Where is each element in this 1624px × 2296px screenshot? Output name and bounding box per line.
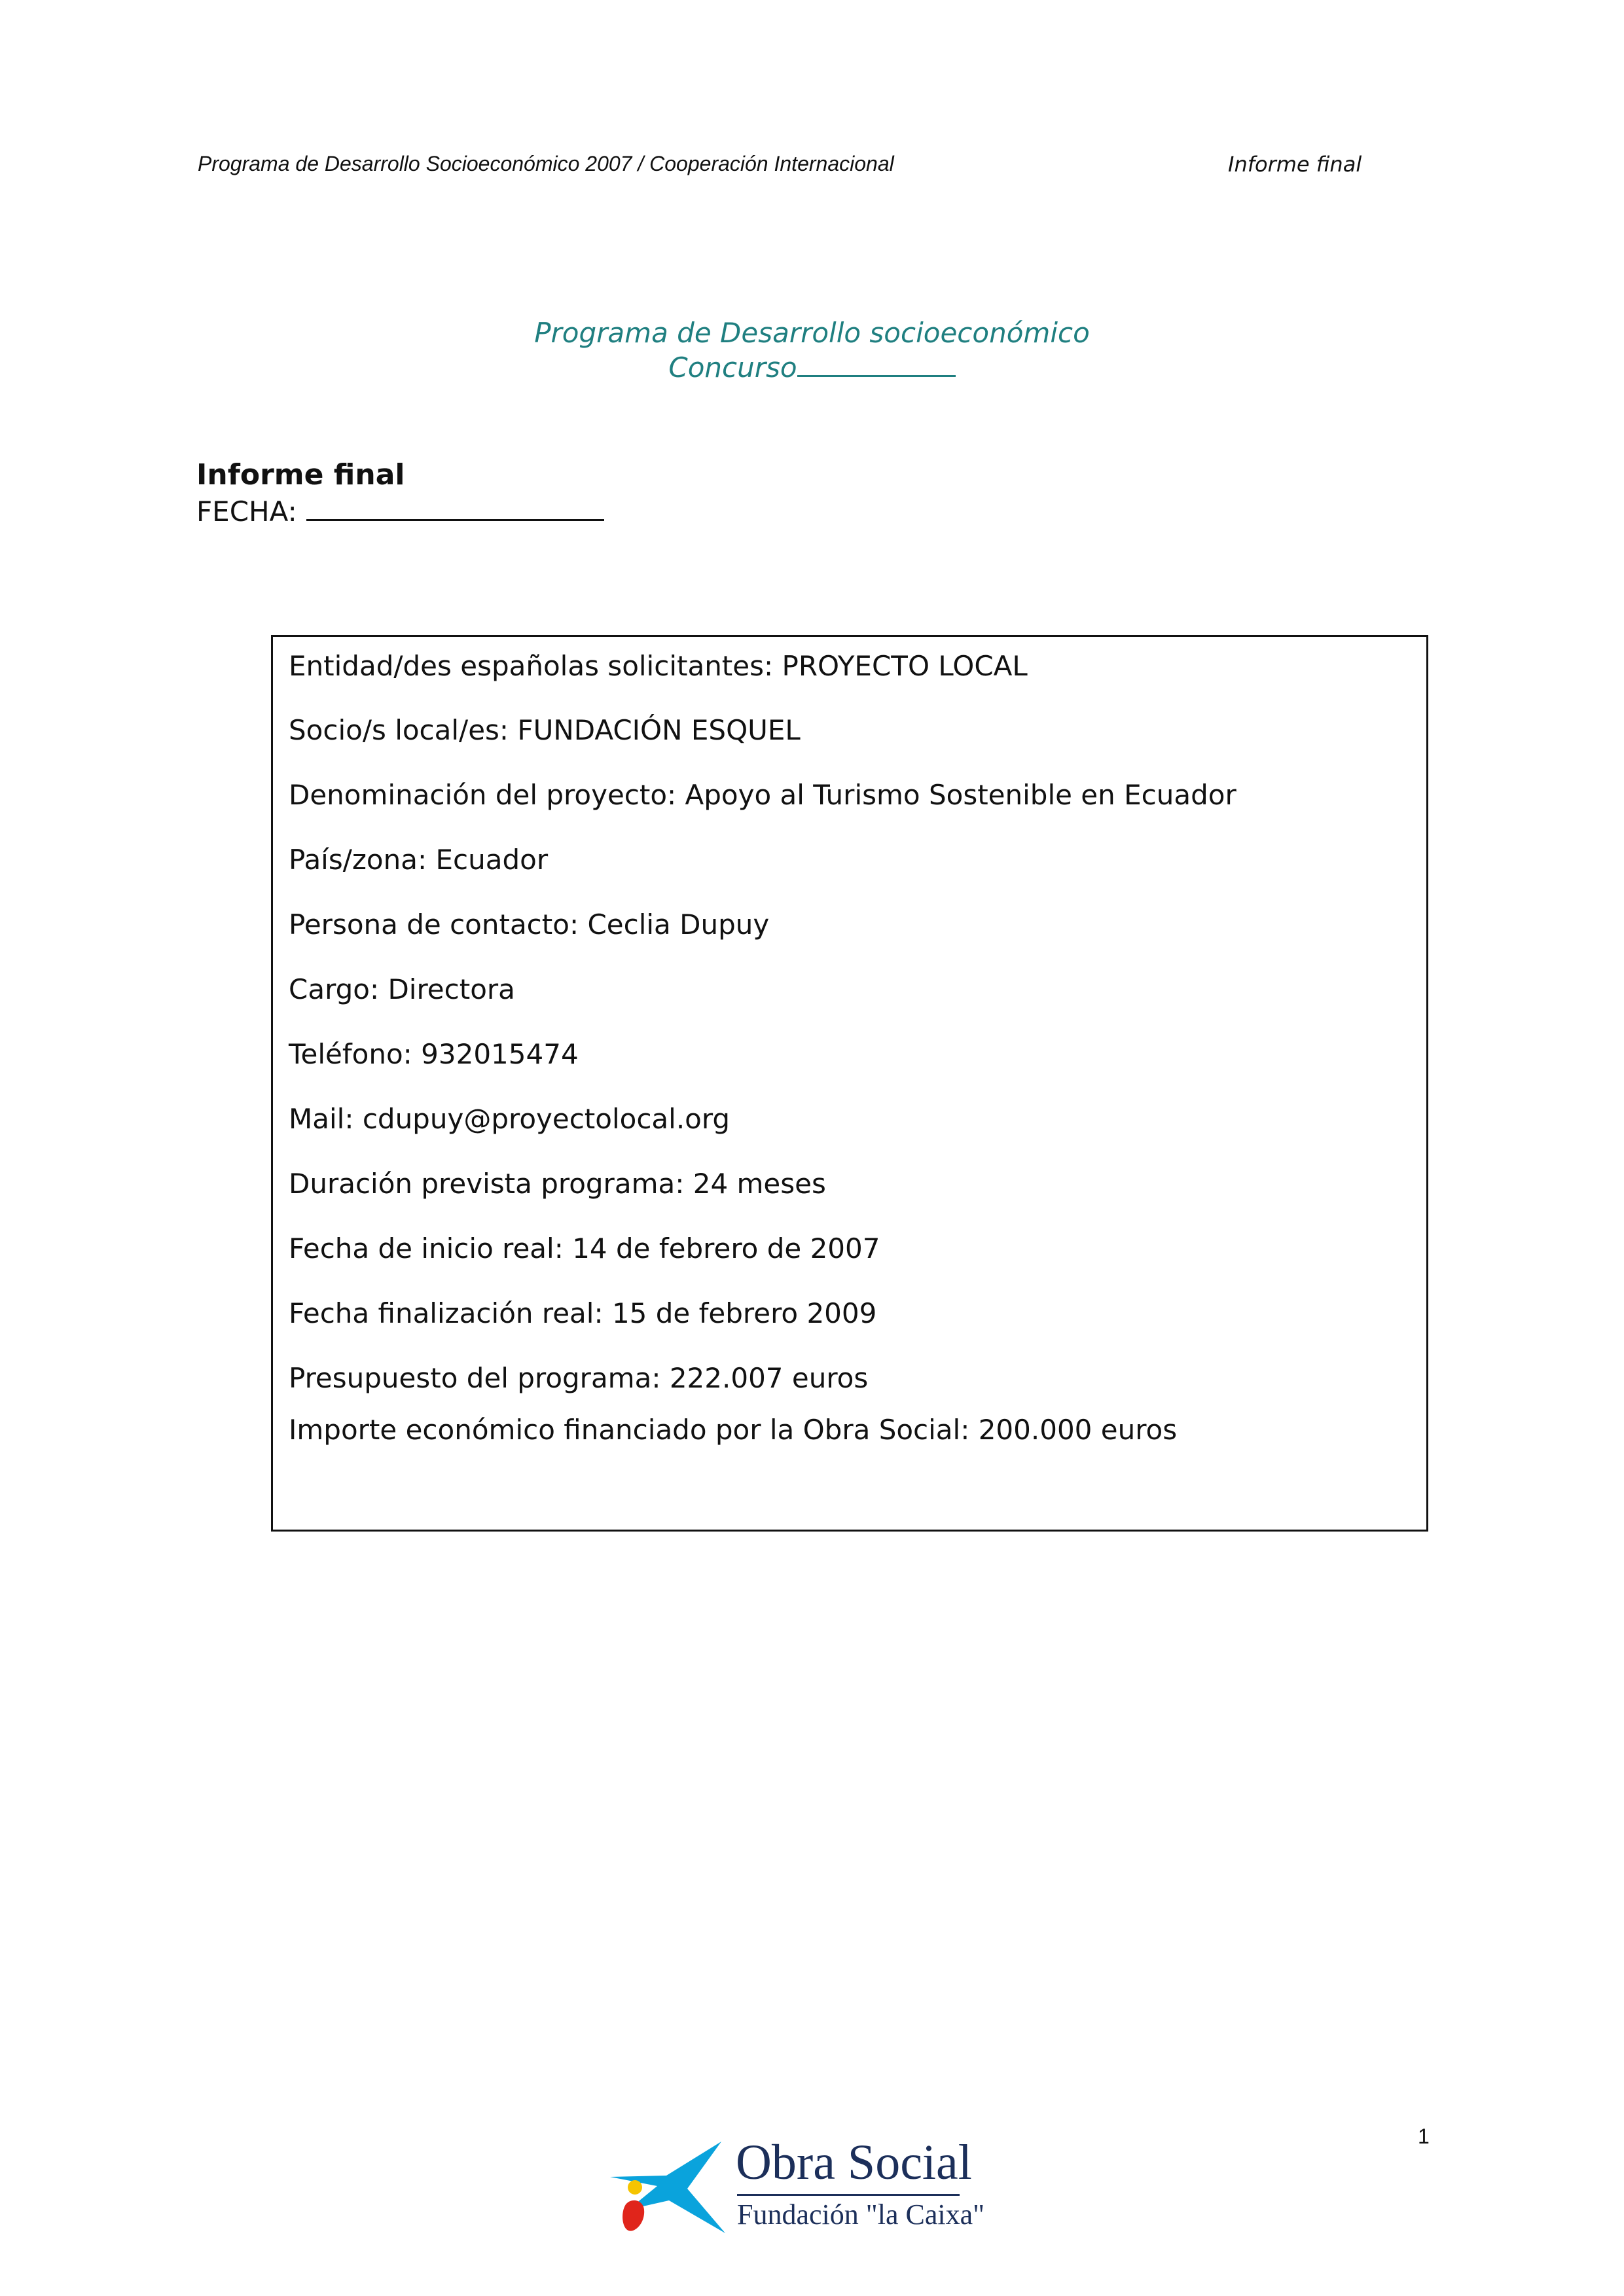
report-title: Informe final	[196, 458, 405, 492]
page-number: 1	[1418, 2125, 1430, 2148]
la-caixa-star-icon	[609, 2138, 730, 2236]
program-title: Programa de Desarrollo socioeconómico	[534, 317, 1090, 349]
logo-title: Obra Social	[736, 2135, 972, 2190]
running-header-section: Informe final	[1228, 152, 1362, 177]
contest-line	[0, 351, 1624, 384]
field-applicant-entity: Entidad/des españolas solicitantes: PROYECTO LOCAL	[289, 650, 1028, 682]
contest-label: Concurso	[668, 351, 797, 384]
date-blank	[306, 495, 604, 521]
date-line	[196, 495, 604, 528]
project-info-box	[271, 635, 1428, 1532]
field-phone: Teléfono: 932015474	[289, 1038, 579, 1070]
contest-blank	[797, 353, 956, 377]
logo-divider	[737, 2194, 960, 2196]
obra-social-logo	[609, 2135, 985, 2236]
field-funded-amount: Importe económico financiado por la Obra Social: 200.000 euros	[289, 1414, 1178, 1446]
running-header-title: Programa de Desarrollo Socioeconómico 2007 / Cooperación Internacional	[198, 152, 894, 175]
field-duration: Duración prevista programa: 24 meses	[289, 1168, 826, 1200]
field-budget: Presupuesto del programa: 222.007 euros	[289, 1362, 869, 1394]
field-start-date: Fecha de inicio real: 14 de febrero de 2007	[289, 1232, 880, 1265]
field-contact-person: Persona de contacto: Ceclia Dupuy	[289, 908, 770, 941]
date-label: FECHA:	[196, 495, 297, 528]
field-local-partner: Socio/s local/es: FUNDACIÓN ESQUEL	[289, 714, 801, 746]
field-email: Mail: cdupuy@proyectolocal.org	[289, 1103, 731, 1135]
field-end-date: Fecha finalización real: 15 de febrero 2009	[289, 1297, 877, 1329]
field-country: País/zona: Ecuador	[289, 844, 549, 876]
field-position: Cargo: Directora	[289, 973, 515, 1005]
field-project-name: Denominación del proyecto: Apoyo al Turismo Sostenible en Ecuador	[289, 779, 1236, 811]
logo-subtitle: Fundación "la Caixa"	[737, 2198, 985, 2231]
